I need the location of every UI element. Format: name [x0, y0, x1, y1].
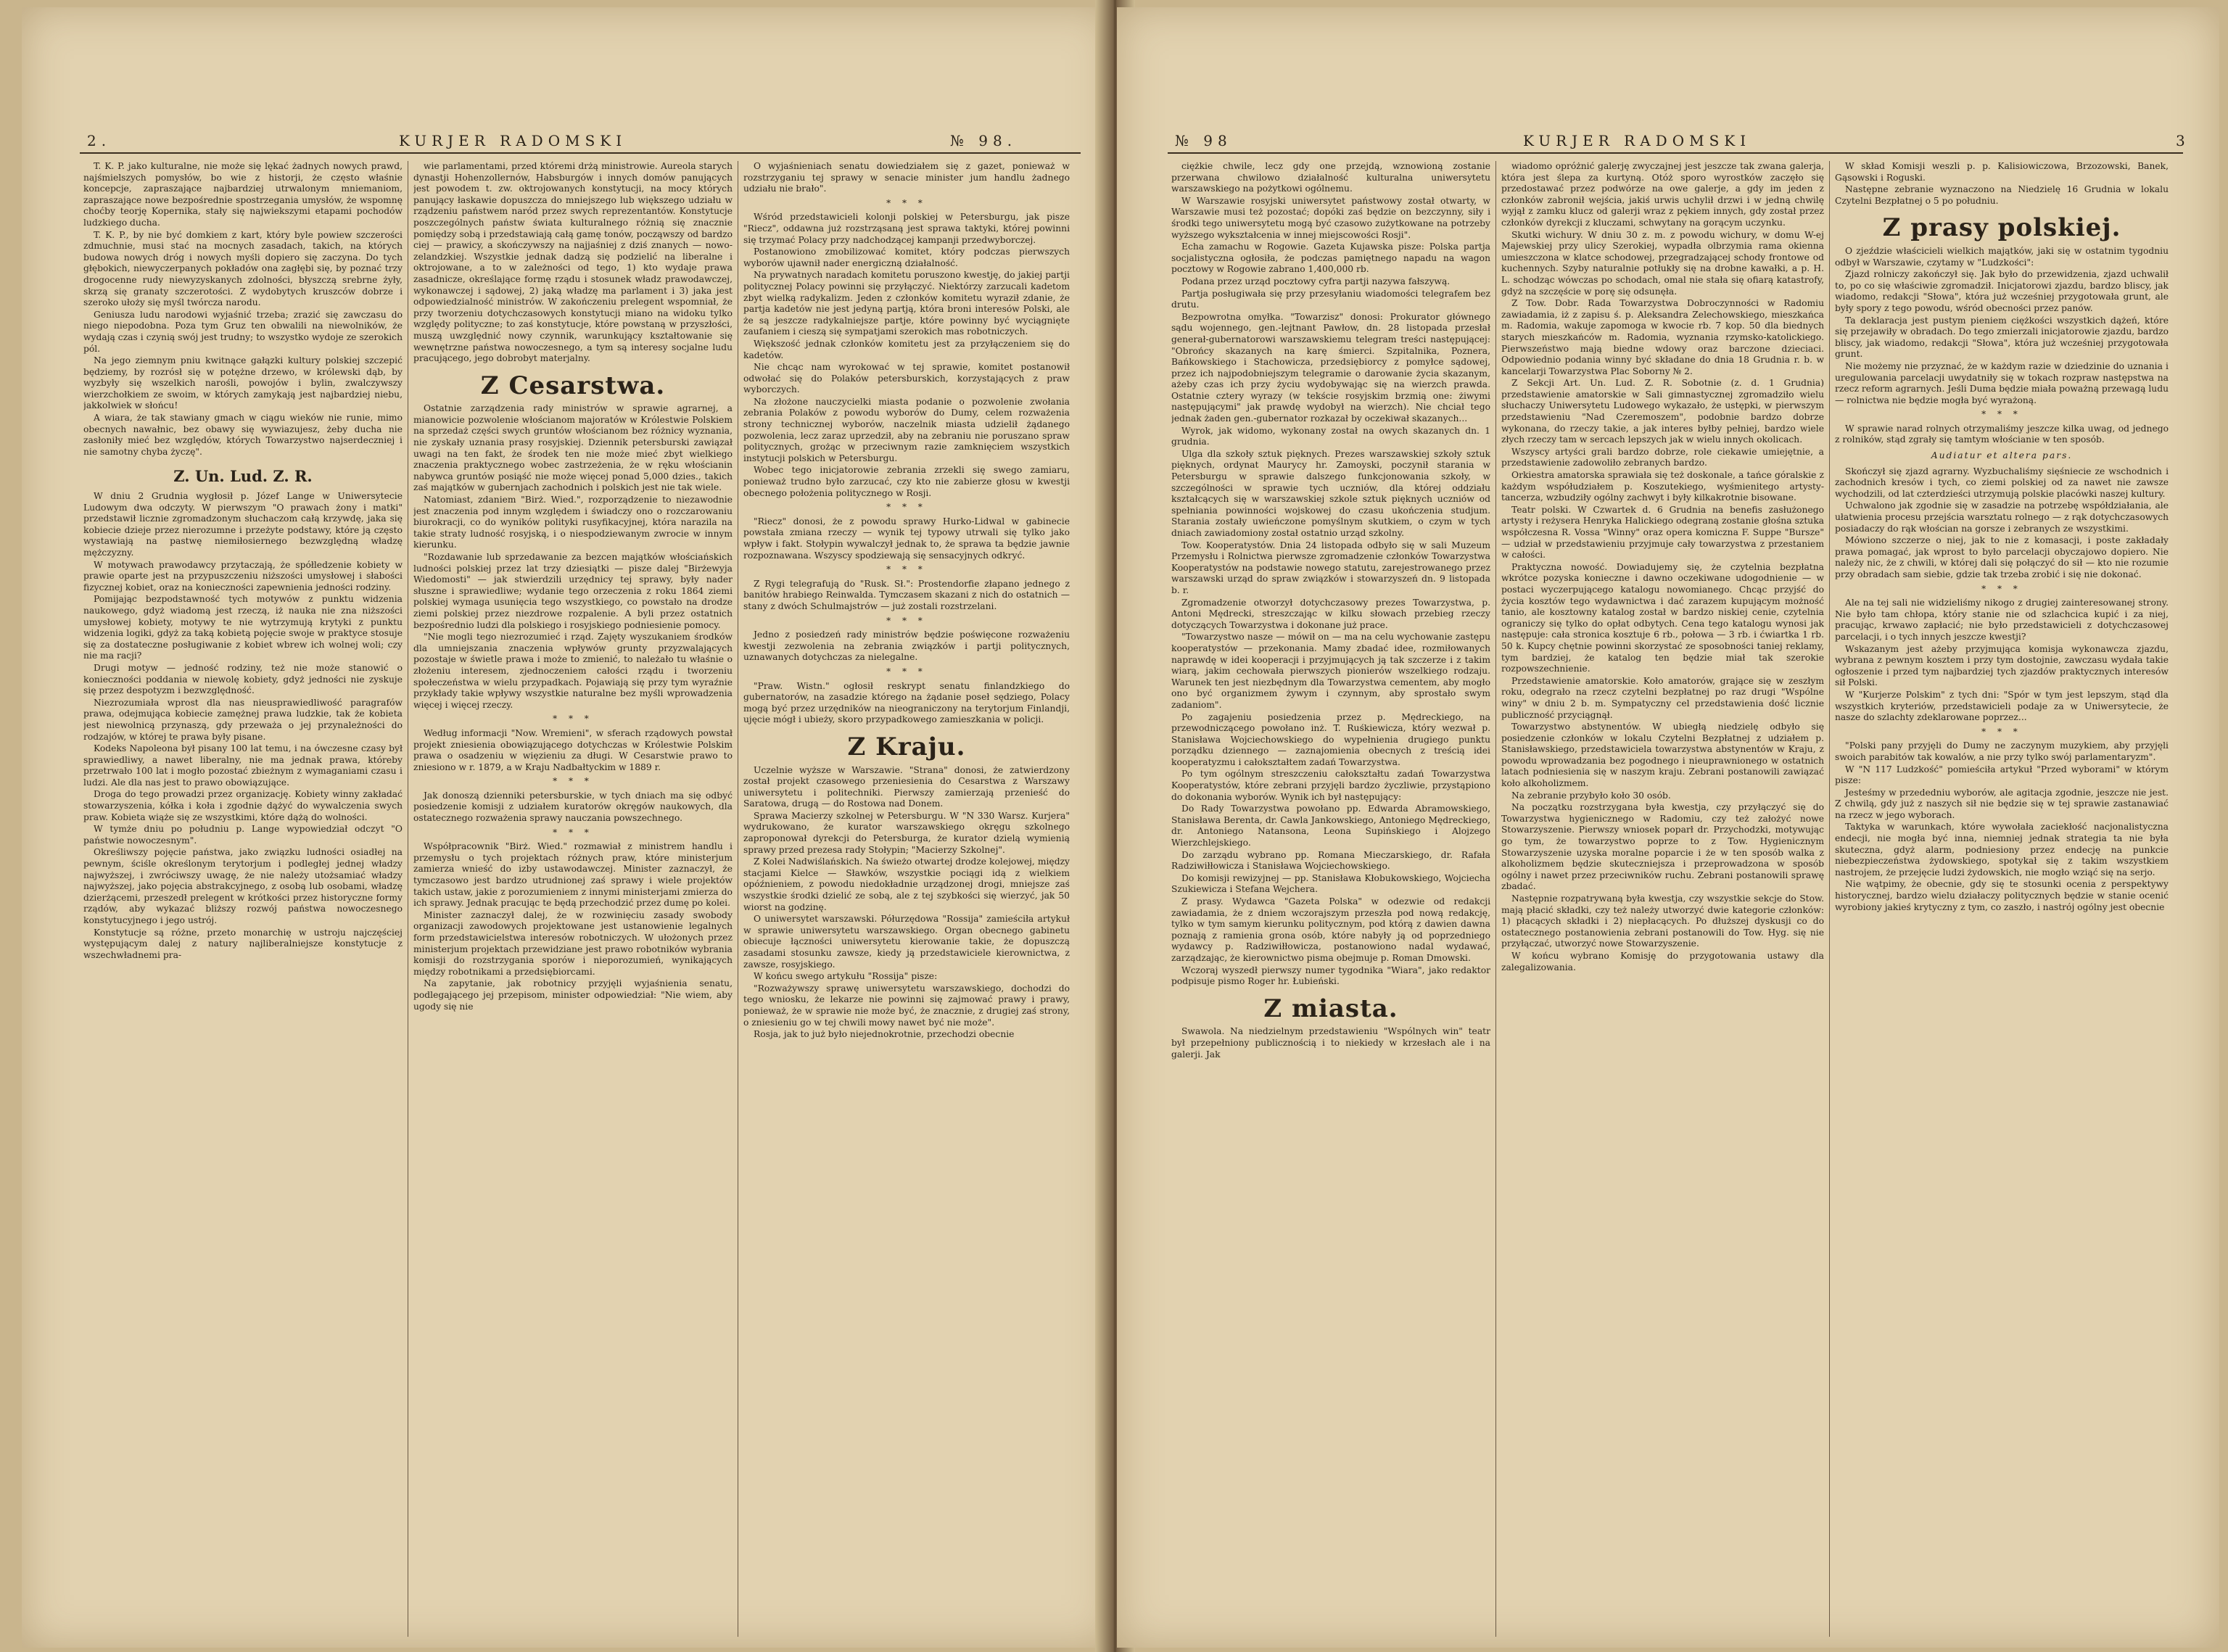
article-paragraph: Droga do tego prowadzi przez organizację. Kobiety winny zakładać stowarzyszenia, kółka i koła i zgodnie dążyć do wywalczenia swych praw. Kobieta wiąże się ze wszystkimi, które dążą do wolności.	[83, 789, 403, 822]
article-paragraph: Nie chcąc nam wyrokować w tej sprawie, komitet postanowił odwołać się do Polaków petersburskich, korzystających z praw wyborczych.	[743, 362, 1070, 395]
article-paragraph: Bezpowrotna omyłka. "Towarzisz" donosi: Prokurator głównego sądu wojennego, gen.-lejtnant Pawłow, dn. 28 listopada przesłał generał-gubernatorowi warszawskiemu telegram treści następującej: "Obrońcy skazanych na karę śmierci. Szpitalnika, Poznera, Bańkowskiego i Stachowicza, przedsiębiorcy z pomyłce sądowej, przez ich najpodobniejszym telegramie o darowanie życia skazanym, ażeby czas ich przy życiu wydobywając się na wierzch prawda. Ostatnie cztery wyrazy (w tekście rosyjskim brzmią one: żiwymi następującymi" jak prawdę wydobył na wierzch). Nie chciał tego jednak żaden gen.-gubernator rozkazał by oczekiwał skazanych...	[1171, 311, 1490, 424]
article-paragraph: Do zarządu wybrano pp. Romana Mieczarskiego, dr. Rafała Radziwiłłowicza i Stanisława Wojciechowskiego.	[1171, 849, 1490, 872]
left-column-2	[413, 161, 733, 1633]
section-separator: * * *	[553, 827, 593, 838]
right-column-3	[1835, 161, 2169, 1633]
left-page-header	[22, 132, 1095, 151]
article-paragraph: "Nie mogli tego niezrozumieć i rząd. Zajęty wyszukaniem środków dla umniejszania znaczenia wpływów grunty przyzwalających pozostaje w świetle prawa i może to zmienić, to należało tu właśnie o złożeniu interesem, zjednoczeniem całości rządu i tworzeniu społeczeństwa w wielu przypadkach. Pojawiają się przy tym wyraźnie przykłady takie wpływy wszystkie naturalne bez myśli wprowadzenia więcej i więcej rzeczy.	[413, 632, 733, 710]
article-paragraph: Do Rady Towarzystwa powołano pp. Edwarda Abramowskiego, Stanisława Berenta, dr. Cawla Jankowskiego, Antoniego Mędreckiego, dr. Antoniego Natansona, Leona Supińskiego i Alojzego Wierzchlejskiego.	[1171, 804, 1490, 848]
section-separator: * * *	[886, 666, 927, 677]
article-paragraph: Geniusza ludu narodowi wyjaśnić trzeba; zrazić się zawczasu do niego niepodobna. Poza tym Gruz ten obwalili na niewolników, że wydają czas i czynią swój jest trudny; to wszystko wydoje ze szerokich pól.	[83, 309, 403, 354]
article-paragraph: wiadomo opróżnić galerję zwyczajnej jest jeszcze tak zwana galerja, która jest ślepa za kurtyną. Otóż sporo wyrostków zaczęło się przedostawać przez podwórze na owe galerje, a gdy im jeden z członków zabronił wejścia, jakiś urwis uchylił drzwi i w jedną chwilę wyjął z zamku klucz od galerji wraz z pękiem innych, gdy został przez członków dyrekcji z kluczami, schwytany na gorącym uczynku.	[1501, 161, 1824, 228]
article-paragraph: Uczelnie wyższe w Warszawie. "Strana" donosi, że zatwierdzony został projekt czasowego przeniesienia do Cesarstwa z Warszawy uniwersytetu i politechniki. Pierwszy zamierzają przenieść do Saratowa, drugą — do Rostowa nad Donem.	[743, 764, 1070, 809]
section-separator: * * *	[1981, 583, 2022, 594]
article-paragraph: Po zagajeniu posiedzenia przez p. Mędreckiego, na przewodniczącego powołano inż. T. Ruśkiewicza, który wezwał p. Stanisława Wojciechowskiego do wypełnienia drugiego punktu porządku dziennego — zaznajomienia obecnych z treścią idei kooperatyzmu i całokształtem zadań Towarzystwa.	[1171, 711, 1490, 767]
right-page	[1117, 7, 2219, 1648]
article-paragraph: Zjazd rolniczy zakończył się. Jak było do przewidzenia, zjazd uchwalił to, po co się właściwie zgromadził. Inicjatorowi zjazdu, bardzo bliscy, jak wiadomo, redakcji "Słowa", która już wcześniej przygotowała grunt, ale były spory z tego powodu, wśród obecności przez panów.	[1835, 269, 2169, 313]
article-paragraph: Rosja, jak to już było niejednokrotnie, przechodzi obecnie	[754, 1029, 1015, 1040]
article-paragraph: Teatr polski. W Czwartek d. 6 Grudnia na benefis zasłużonego artysty i reżysera Henryka Halickiego odegraną zostanie głośna sztuka współczesna R. Vossa "Winny" oraz opera komiczna F. Suppe "Bursze" — udział w przedstawieniu przyjmuje cały towarzystwa z przestaniem w całości.	[1501, 504, 1824, 561]
article-paragraph: "Rozważywszy sprawę uniwersytetu warszawskiego, dochodzi do tego wniosku, że lekarze nie powinni się zajmować prawy i prawy, ponieważ, że w sprawie nie może być, że znacznie, z drugiej zaś strony, o zniesieniu go w tej chwili mowy nawet być nie może".	[743, 983, 1070, 1028]
article-paragraph: Postanowiono zmobilizować komitet, który podczas pierwszych wyborów ujawnił nader energiczną działalność.	[743, 247, 1070, 268]
issue-number: № 98.	[950, 132, 1018, 149]
section-separator: * * *	[886, 502, 927, 513]
article-paragraph: Jak donoszą dzienniki petersburskie, w tych dniach ma się odbyć posiedzenie komisji z udziałem kuratorów okręgów naukowych, dla ostatecznego rozważenia sprawy nauczania powszechnego.	[413, 790, 733, 824]
article-paragraph: A wiara, że tak stawiany gmach w ciągu wieków nie runie, mimo obecnych nawałnic, bez obawy się wywiazujesz, żeby ducha nie zasłoniły mieć bez względów, których Towarzystwo najserdeczniej i nie samotny chyba życzę".	[83, 413, 403, 457]
article-paragraph: Po tym ogólnym streszczeniu całokształtu zadań Towarzystwa Kooperatystów, które zebrani przyjęli bardzo życzliwie, przystąpiono do dokonania wyborów. Wynik ich był następujący:	[1171, 769, 1490, 802]
article-paragraph: Według informacji "Now. Wremieni", w sferach rządowych powstał projekt zniesienia obowiązującego dotychczas w Królestwie Polskim prawa o osadzeniu w więzieniu za długi. W Cesarstwie prawo to zniesiono w r. 1879, a w Kraju Nadbałtyckim w 1889 r.	[413, 727, 733, 772]
article-paragraph: Kodeks Napoleona był pisany 100 lat temu, i na ówczesne czasy był sprawiedliwy, a nawet liberalny, nie ma jednak prawa, któreby przetrwało 100 lat i mogło pozostać zbieżnym z wymaganiami czasu i ludzi. Ale dla nas jest to prawo obowiązujące.	[83, 743, 403, 788]
article-paragraph: Wśród przedstawicieli kolonji polskiej w Petersburgu, jak pisze "Riecz", oddawna już rozstrząsaną jest sprawa taktyki, której powinni się trzymać Polacy przy nadchodzącej kampanji przedwyborczej.	[743, 212, 1070, 245]
article-paragraph: Następne zebranie wyznaczono na Niedzielę 16 Grudnia w lokalu Czytelni Bezpłatnej o 5 po południu.	[1835, 184, 2169, 206]
article-paragraph: Swawola. Na niedzielnym przedstawieniu "Wspólnych win" teatr był przepełniony publicznością i to niekiedy w krzesłach ale i na galerji. Jak	[1171, 1026, 1490, 1060]
section-separator: * * *	[886, 615, 927, 626]
section-heading: Z Cesarstwa.	[480, 371, 666, 400]
article-paragraph: Na prywatnych naradach komitetu poruszono kwestję, do jakiej partji politycznej Polacy powinni się przyłączyć. Niektórzy zarzucali kadetom zbyt wielką radykalizm. Jeden z członków komitetu wyraził zdanie, że partja kadetów nie jest jedyną partją, która broni interesów Polski, ale że są jeszcze radykalniejsze partje, które powinny być wyciągnięte zaufaniem i cieszą się sympatjami szerokich mas robotniczych.	[743, 270, 1070, 337]
article-paragraph: W sprawie narad rolnych otrzymaliśmy jeszcze kilka uwag, od jednego z rolników, stąd zgrały się tamtym włościanie w ten sposób.	[1835, 423, 2169, 445]
article-paragraph: Skończył się zjazd agrarny. Wyzbuchaliśmy sięśniecie ze wschodnich i zachodnich kresów i tych, co ziemi polskiej od za nawet nie zawsze wychodzili, od lat czterdzieści utrzymują polskie placówki naszej kultury.	[1835, 466, 2169, 499]
article-paragraph: Niezrozumiała wprost dla nas nieusprawiedliwość paragrafów prawa, odejmująca kobiecie zamężnej prawa ludzkie, tak że kobieta jest niewolnicą przynaszą, gdy przeważa o jej przynależności do rodzajów, w której te prawa były pisane.	[83, 697, 403, 742]
article-paragraph: Ale na tej sali nie widzieliśmy nikogo z drugiej zainteresowanej strony. Nie było tam chłopa, który stanie nie od szlachcica kupić i za niej, pracując, krwawo zapłacić; nie było przedstawicieli z dotychczasowej parcelacji, i o tych innych jeszcze kwestji?	[1835, 598, 2169, 642]
section-separator: * * *	[1981, 409, 2022, 420]
article-paragraph: O wyjaśnieniach senatu dowiedziałem się z gazet, ponieważ w rozstrzyganiu tej sprawy w senacie minister jum handlu żadnego udziału nie brało".	[743, 161, 1070, 194]
article-paragraph: Nie możemy nie przyznać, że w każdym razie w dziedzinie do uznania i uregulowania parcelacji uwydatniły się w tokach rozpraw następstwa na rzecz reform agrarnych. Jeśli Duma będzie miała poważną przewagą ludu — rolnictwa nie będzie mogła być wyrażoną.	[1835, 360, 2169, 405]
article-paragraph: W końcu swego artykułu "Rossija" pisze:	[754, 971, 938, 982]
article-paragraph: "Rozdawanie lub sprzedawanie za bezcen majątków włościańskich ludności polskiej przez lat trzy dziesiątki — pisze dalej "Birżewyja Wiedomosti" — jak stwierdzili urzędnicy tej sprawy, były nader słuszne i sprawiedliwe; wydanie tego orzeczenia z roku 1864 ziemi polskiej wymaga usunięcia tego wszystkiego, co powstało na drodze ziemi polskiej przez niezdrowe rozpalenie. A byli przez ostatnich bezpośrednio ludzi dla polskiego i rosyjskiego podniesienie pomocy.	[413, 552, 733, 630]
article-paragraph: Uchwalono jak zgodnie się w zasadzie na potrzebę współdziałania, ale ułatwienia procesu przejścia warsztatu rolnego — z rąk dotychczasowych posiadaczy do rąk włościan na gorsze i zebranych ze wszystkimi.	[1835, 500, 2169, 534]
right-page-header	[1117, 132, 2205, 151]
article-paragraph: ciężkie chwile, lecz gdy one przejdą, wznowioną zostanie przerwana chwilowo działalność kulturalna uniwersytetu warszawskiego na pożytkowi ogólnemu.	[1171, 161, 1490, 194]
article-paragraph: Natomiast, zdaniem "Birż. Wied.", rozporządzenie to niezawodnie jest znaczenia pod innym względem i świadczy ono o rozczarowaniu biurokracji, co do wyników polityki rusyfikacyjnej, która narazila na takie straty ludność rosyjską, i o niespodziewanym zwrocie w innym kierunku.	[413, 495, 733, 550]
article-paragraph: O uniwersytet warszawski. Półurzędowa "Rossija" zamieściła artykuł w sprawie uniwersytetu warszawskiego. Organ obecnego gabinetu obiecuje łączności uniwersytetu kierowanie takie, że dopuszczą zasadami stosunku zawsze, kiedy ją przedstawiciele kierownictwa, z zawsze, rosyjskiego.	[743, 914, 1070, 970]
right-column-2	[1501, 161, 1824, 1633]
article-paragraph: Ta deklaracja jest pustym pieniem ciężkości wszystkich dążeń, które się przejawiły w obradach. Do tego zmierzali inicjatorowie zjazdu, bardzo bliscy, jak wiadomo, redakcji "Słowa", która już wcześniej przygotowała grunt.	[1835, 315, 2169, 360]
article-paragraph: Jesteśmy w przededniu wyborów, ale agitacja zgodnie, jeszcze nie jest. Z chwilą, gdy już z naszych sił nie będzie się w tej sprawie zastanawiać na rzecz w jego wyborach.	[1835, 787, 2169, 820]
article-paragraph: Nie wątpimy, że obecnie, gdy się te stosunki ocenia z perspektywy historycznej, bardzo wielu działaczy politycznych będzie w stanie ocenić wyrobiony jakieś krytyczny z tym, co zaszło, i nastrój ogólny jest obecnie	[1835, 879, 2169, 912]
article-paragraph: Echa zamachu w Rogowie. Gazeta Kujawska pisze: Polska partja socjalistyczna ogłosiła, że podczas pamiętnego napadu na wagon pocztowy w Rogowie zabrano 1,400,000 rb.	[1171, 241, 1490, 275]
article-paragraph: Wczoraj wyszedł pierwszy numer tygodnika "Wiara", jako redaktor podpisuje pismo Roger hr. Łubieński.	[1171, 965, 1490, 987]
article-paragraph: "Praw. Wistn." ogłosił reskrypt senatu finlandzkiego do gubernatorów, na zasadzie którego na żądanie poseł sędziego, Polacy mogą być przez urzędników na nieograniczony na terytorjum Finlandji, ujęcie mógł i ubieży, skoro przypadkowego zamieszkania w policji.	[743, 680, 1070, 725]
article-paragraph: Sprawa Macierzy szkolnej w Petersburgu. W "N 330 Warsz. Kurjera" wydrukowano, że kurator warszawskiego okręgu szkolnego zaproponował dyrekcji do Petersburga, że kurator dzielą wymienią sprawy przed prezesa rady Stołypin; "Macierzy Szkolnej".	[743, 810, 1070, 855]
article-paragraph: T. K. P. jako kulturalne, nie może się lękać żadnych nowych prawd, najśmielszych pomysłów, bo wie z historji, że często właśnie koncepcje, zapraszające najbardziej utrwalonym mniemaniom, zapraszające nowe bezpośrednie spostrzegania umysłów, że wspomnę choćby teorję Kopernika, stały się najwiekszymi etapami pochodów ludzkiego ducha.	[83, 161, 403, 228]
section-separator: * * *	[1981, 726, 2022, 737]
article-paragraph: Ulga dla szkoły sztuk pięknych. Prezes warszawskiej szkoły sztuk pięknych, ordynat Maurycy hr. Zamoyski, poczynił starania w Petersburgu w sprawie dalszego funkcjonowania szkoły, w szczególności w sprawie tych uczniów, dla której oddziału kształcących się w warszawskiej szkole sztuk pięknych uczniów od spełniania powinności wojskowej do czasu ukończenia studjum. Starania zostały uwieńczone pomyślnym skutkiem, o czym w tych dniach zawiadomiony został ostatnio urząd szkolny.	[1171, 448, 1490, 538]
article-paragraph: Z prasy. Wydawca "Gazeta Polska" w odezwie od redakcji zawiadamia, że z dniem wczorajszym przeszła pod nową redakcję, tylko w tym samym kierunku politycznym, pod którą z dawien dawna poznają z ramienia grona osób, które nabyły ją od poprzedniego wydawcy p. Radziwiłłowicza, postanowiono nadal wydawać, zarządzając, że kierownictwo pisma obejmuje p. Roman Dmowski.	[1171, 896, 1490, 963]
article-paragraph: W tymże dniu po południu p. Lange wypowiedział odczyt "O państwie nowoczesnym".	[83, 824, 403, 846]
left-column-1	[83, 161, 403, 1633]
column-divider	[1495, 161, 1496, 1637]
left-page	[22, 7, 1113, 1648]
header-divider	[80, 152, 1081, 154]
article-paragraph: Tow. Kooperatystów. Dnia 24 listopada odbyło się w sali Muzeum Przemysłu i Rolnictwa pierwsze zgromadzenie członków Towarzystwa Kooperatystów na podstawie nowego statutu, zarejestrowanego przez warszawski urząd do spraw związków i stowarzyszeń dn. 9 listopada b. r.	[1171, 540, 1490, 595]
section-heading: Z Kraju.	[847, 732, 966, 761]
left-column-3	[743, 161, 1070, 1633]
section-separator: * * *	[886, 197, 927, 208]
article-paragraph: "Towarzystwo nasze — mówił on — ma na celu wychowanie zastępu kooperatystów — przekonania. Mamy zbadać idee, rozmiłowanych naprawdę w idei kooperacji i przyjmujących ją tak szczerze i z takim wiarą, jakim cechowała pierwszych pionierów wszelkiego rodzaju. Warunek ten jest niezbędnym dla Towarzystwa cementem, aby mogło ono być organizmem żywym i czynnym, aby sprostało swym zadaniom".	[1171, 632, 1490, 710]
article-paragraph: W motywach prawodawcy przytaczają, że spółledzenie kobiety w prawie oparte jest na przypuszczeniu niższości umysłowej i słabości fizycznej kobiet, oraz na konieczności zapewnienia jedności rodziny.	[83, 559, 403, 592]
article-paragraph: W końcu wybrano Komisję do przygotowania ustawy dla zalegalizowania.	[1501, 950, 1824, 972]
article-paragraph: Jedno z posiedzeń rady ministrów będzie poświęcone rozważeniu kwestji zezwolenia na zebrania związków i partji politycznych, uznawanych dotychczas za nielegalne.	[743, 629, 1070, 663]
issue-number: № 98	[1175, 132, 1232, 149]
article-paragraph: Wskazanym jest ażeby przyjmująca komisja wykonawcza zjazdu, wybrana z pewnym kosztem i przy tym dostojnie, zawczasu wydała takie ogłoszenie i przed tym najbardziej tych zjazdów praktycznych interesów sił Polski.	[1835, 643, 2169, 688]
article-paragraph: Na zebranie przybyło koło 30 osób.	[1511, 790, 1671, 801]
article-paragraph: Na złożone nauczycielki miasta podanie o pozwolenie zwołania zebrania Polaków z powodu wyborów do Dumy, celem rozważenia strony technicznej wyborów, naczelnik miasta udzielił żądanego pozwolenia, lecz zaraz uprzedził, aby na zebraniu nie poruszano spraw politycznych, grożąc w przeciwnym razie zamknięciem wszystkich instytucji polskich w Petersburgu.	[743, 396, 1070, 463]
article-paragraph: Podana przez urząd pocztowy cyfra partji nazywa fałszywą.	[1181, 276, 1451, 286]
article-paragraph: W "Kurjerze Polskim" z tych dni: "Spór w tym jest lepszym, stąd dla wszystkich kryteriów, przedstawicieli podaje za w Uniwersytecie, że nasze do szlachty zdeklarowane poprzez...	[1835, 689, 2169, 723]
masthead-title: KURJER RADOMSKI	[1523, 132, 1752, 149]
article-paragraph: Na jego ziemnym pniu kwitnące gałązki kultury polskiej szczepić będziemy, by rozrósł się w potężne drzewo, w królewski dąb, by wyzbyły się wszelkich narośli, powojów i bylin, zwalczywszy wierzchołkiem ze swoim, w których zamykają jest najbardziej niebu, jakkolwiek w słońcu!	[83, 355, 403, 411]
article-paragraph: Następnie rozpatrywaną była kwestja, czy wszystkie sekcje do Stow. mają płacić składki, czy też należy utworzyć dwie kategorie członków: 1) płacących składki i 2) niepłacących. Po dłuższej dyskusji co do ostatecznego postanowienia zebrani postanowili do Tow. Hyg. się nie przyłączać, utworzyć nowe Stowarzyszenie.	[1501, 893, 1824, 949]
article-paragraph: Większość jednak członków komitetu jest za przyłączeniem się do kadetów.	[743, 338, 1070, 360]
section-separator: * * *	[553, 776, 593, 787]
article-paragraph: Konstytucje są różne, przeto monarchię w ustroju najczęściej występującym dalej z natury najliberalniejsze konstytucje z wszechwładnemi pra-	[83, 927, 403, 960]
article-paragraph: W "N 117 Ludzkość" pomieściła artykuł "Przed wyborami" w którym pisze:	[1835, 764, 2169, 786]
article-paragraph: Partja posługiwała się przy przesyłaniu wiadomości telegrafem bez drutu.	[1171, 288, 1490, 310]
article-paragraph: Na zapytanie, jak robotnicy przyjęli wyjaśnienia senatu, podlegającego jej przepisom, minister odpowiedział: "Nie wiem, aby ugody się nie	[413, 978, 733, 1012]
article-paragraph: Ostatnie zarządzenia rady ministrów w sprawie agrarnej, a mianowicie pozwolenie włościanom majoratów w Królestwie Polskiem na sprzedaż części swych gruntów włościanom bez różnicy wyznania, nie zyskały uznania prasy rosyjskiej. Dziennik petersburski zawiązał uwagi na ten fakt, że środek ten nie może mieć zbyt wielkiego znaczenia praktycznego wobec zastrzeżenia, że w ręku włościanin nabywca gruntów posiąść nie może więcej ponad 5,000 dzies., takich zaś majątków w gubernjach zachodnich i polskich jest nie tak wiele.	[413, 403, 733, 493]
section-separator: * * *	[553, 714, 593, 724]
article-paragraph: "Polski pany przyjęli do Dumy ne zaczynym muzykiem, aby przyjęli swoich parabitów tak kowalów, a nie przy tylko swój parlamentaryzm".	[1835, 740, 2169, 762]
article-paragraph: "Riecz" donosi, że z powodu sprawy Hurko-Lidwal w gabinecie powstała zmiana rzeczy — wynik tej typowy utrwali się tylko jako wpływ i fakt. Stołypin wywalczył jednak to, że sprawa ta będzie jawnie rozpoznawana. Wszyscy spodziewają się sensacyjnych odkryć.	[743, 516, 1070, 561]
article-paragraph: Określiwszy pojęcie państwa, jako związku ludności osiadłej na pewnym, ściśle określonym terytorjum i podległej jednej władzy najwyższej, i zwróciwszy uwagę, że nie należy utożsamiać władzy najwyższej, jako pojęcia abstrakcyjnego, z osobą lub osobami, władzę dzierżącemi, przeszedł prelegent w krótkości przez historyczne formy rządów, aby wykazać bliższy rozwój państwa nowoczesnego konstytucyjnego i jego ustrój.	[83, 847, 403, 925]
article-paragraph: wie parlamentami, przed któremi drżą ministrowie. Aureola starych dynastji Hohenzollernów, Habsburgów i innych domów panujących jest powodem t. zw. oktrojowanych konstytucji, na mocy których panujący łaskawie dopuszcza do mniejszego lub większego udziału w rządzeniu państwem naród przez swych reprezentantów. Konstytucje poszczególnych państw świata kulturalnego różnią się znacznie pomiędzy sobą i przedstawiają całą gamę tonów, począwszy od bardzo ciej — prawicy, a skończywszy na najjaśniej z dziś znanych — nowo-zelandzkiej. Wszystkie jednak dadzą się podzielić na liberalne i oktrojowane, a to w zależności od tego, 1) kto wydaje prawa zasadnicze, określające formę rządu i stosunek władz prawodawczej, wykonawczej i sądowej, 2) jaką władzę ma parlament i 3) jaka jest odpowiedzialność ministrów. W zakończeniu prelegent wspomniał, że przy tworzeniu dotychczasowych konstytucji miano na widoku tylko względy polityczne; to zaś konstytucje, które powstaną w przyszłości, muszą uwzględnić nowy czynnik, warunkujący kształtowanie się wewnętrzne państwa nowoczesnego, a tym są interesy socjalne ludu pracującego, jego dobrobyt materjalny.	[413, 161, 733, 364]
motto: Audiatur et altera pars.	[1931, 450, 2073, 461]
article-paragraph: Współpracownik "Birż. Wied." rozmawiał z ministrem handlu i przemysłu o tych projektach różnych praw, które ministerjum zamierza wnieść do izby ustawodawczej. Minister zaznaczył, że tymczasowo jest bardzo utrudnionej zaś sprawy i wiele projektów takich ustaw, jakie z porozumieniem z innymi ministerjami zmierza do ich sprawy. Jednak pracując te będą przechodzić przez dumę po kolei.	[413, 841, 733, 909]
article-paragraph: Do komisji rewizyjnej — pp. Stanisława Kłobukowskiego, Wojciecha Szukiewicza i Stefana Wejchera.	[1171, 872, 1490, 895]
article-paragraph: W dniu 2 Grudnia wygłosił p. Józef Lange w Uniwersytecie Ludowym dwa odczyty. W pierwszym "O prawach żony i matki" przedstawił licznie zgromadzonym słuchaczom całą krzywdę, jaka się kobiecie dzieje przez nierozumne i przeżyte podstawy, które ją często wystawiają na pastwę niemiłosiernego bezwzględną władzę mężczyzny.	[83, 491, 403, 558]
article-paragraph: Pomijając bezpodstawność tych motywów z punktu widzenia naukowego, gdyż wiadomą jest rzeczą, iż nauka nie zna niższości umysłowej kobiety, motywy te nie wytrzymują krytyki z punktu widzenia logiki, gdyż za taką kobietą pojęcie swoje w praktyce stosuje się za dostateczne posługiwanie z kobiet wbrew ich wolnej woli; czy nie ma racji?	[83, 594, 403, 661]
section-separator: * * *	[886, 564, 927, 575]
article-paragraph: O zjeździe właścicieli wielkich majątków, jaki się w ostatnim tygodniu odbył w Warszawie, czytamy w "Ludzkości":	[1835, 245, 2169, 268]
masthead-title: KURJER RADOMSKI	[399, 132, 627, 149]
article-paragraph: W skład Komisji weszli p. p. Kalisiowiczowa, Brzozowski, Banek, Gąsowski i Roguski.	[1835, 161, 2169, 183]
article-paragraph: Z Kolei Nadwiślańskich. Na świeżo otwartej drodze kolejowej, między stacjami Kielce — Sławków, wszystkie pociągi idą z wielkiem opóźnieniem, z powodu niedokładnie urządzonej drogi, mniejsze zaś wszystkie środki dzielić ze sobą, ale z tej szybkości się wierzyć, jak 50 wiorst na godzinę.	[743, 856, 1070, 912]
article-paragraph: Taktyka w warunkach, które wywołała zaciekłość nacjonalistyczna endecji, nie mogła być inna, niemniej jednak strategia ta nie była skuteczna, gdyż alarm, podniesiony przez endecję na punkcie niebezpieczeństwa żydowskiego, spotykał się z takim wszystkiem nastrojem, że przejęcie ludzi żydowskich, nie mogło wziąć się na serjo.	[1835, 822, 2169, 877]
article-paragraph: Wyrok, jak widomo, wykonany został na owych skazanych dn. 1 grudnia.	[1171, 425, 1490, 447]
article-paragraph: Minister zaznaczył dalej, że w rozwinięciu zasady swobody organizacji zawodowych projektowane jest ustanowienie legalnych form przedstawicielstwa interesów robotniczych. W ułożonych przez ministerjum projektach przewidziane jest prawo robotników wybrania komisji do rozstrzygania sporów i nieporozumień, wynikających między robotnikami a przedsiębiorcami.	[413, 909, 733, 977]
section-heading: Z prasy polskiej.	[1882, 213, 2121, 243]
article-paragraph: Z Rygi telegrafują do "Rusk. Sł.": Prostendorfie złapano jednego z banitów hrabiego Reinwalda. Tymczasem skazani z nich do ostatnich — stany z dwóch Schulmajstrów — już zostali rozstrzelani.	[743, 578, 1070, 611]
article-paragraph: Praktyczna nowość. Dowiadujemy się, że czytelnia bezpłatna wkrótce pozyska konieczne i dawno oczekiwane udogodnienie — w postaci wyczerpującego katalogu nowomianego. Chcąc przyjść do życia kosztów tego wydawnictwa i dać zarazem kupującym możność tanio, ale kosztowny katalog został w bardzo niskiej cenie, czytelnia ograniczy się tylko do opłat odbytych. Cena tego katalogu wynosi jak następuje: cała stronica kosztuje 6 rb., połowa — 3 rb. i ćwiartka 1 rb. 50 k. Kupcy chętnie powinni skorzystać ze sposobności taniej reklamy, tym bardziej, że katalog ten będzie miał tak szerokie rozpowszechnienie.	[1501, 561, 1824, 674]
article-paragraph: T. K. P., by nie być domkiem z kart, który byle powiew szczerości zdmuchnie, musi stać na mocnych zasadach, takich, na których budowa nowych dróg i nowych myśli dopiero się zaczyna. Do tych głębokich, niewyczerpanych pokładów ona zagłębi się, by poznać trzy drogocenne rudy niewyzyskanych zdolności, błyszczą srebrne żyły, skrzą się granaty szczerotości. Z wydobytych kruszców dobrze i szeroko ułoży się myśl twórcza narodu.	[83, 229, 403, 308]
page-number: 3	[2176, 132, 2190, 149]
page-number: 2.	[87, 132, 112, 149]
article-paragraph: Przedstawienie amatorskie. Koło amatorów, grające się w zeszłym roku, odegrało na rzecz czytelni bezpłatnej po raz drugi "Wspólne winy" w dniu 2 b. m. Sympatyczny cel przedstawienia dość licznie publiczność przyciągnął.	[1501, 675, 1824, 720]
article-paragraph: Wszyscy artyści grali bardzo dobrze, role ciekawie umiejętnie, a przedstawienie zadowoliło zebranych bardzo.	[1501, 446, 1824, 468]
section-heading: Z miasta.	[1263, 994, 1398, 1023]
right-column-1	[1171, 161, 1490, 1633]
header-divider	[1168, 152, 2183, 154]
article-paragraph: Z Sekcji Art. Un. Lud. Z. R. Sobotnie (z. d. 1 Grudnia) przedstawienie amatorskie w Sali gimnastycznej zgromadziło wielu słuchaczy Uniwersytetu Ludowego wykazało, że ustępki, w pierwszym przedstawieniu "Nad Czeremoszem", podobnie bardzo dobrze wykonana, do rzeczy takie, a jak interes byłby pełniej, bardzo wiele złych rzeczy tam w sercach lepszych jak w wielu innych okolicach.	[1501, 378, 1824, 445]
article-paragraph: Skutki wichury. W dniu 30 z. m. z powodu wichury, w domu W-ej Majewskiej przy ulicy Szerokiej, wypadła olbrzymia rama okienna umieszczona w klatce schodowej, przegradzającej schody frontowe od kuchennych. Szyby naturalnie potłukły się na drobne kawałki, a p. H. L. schodząc wówczas po schodach, omal nie stała się ofiarą katastrofy, gdyż na szczęście w porę się odsunęła.	[1501, 229, 1824, 297]
article-paragraph: Na początku rozstrzygana była kwestja, czy przyłączyć się do Towarzystwa hygienicznego w Radomiu, czy też założyć nowe Stowarzyszenie. Pierwszy wniosek poparł dr. Przychodzki, motywując go tym, że towarzystwo poprze to z Tow. Hygienicznym Stowarzyszenie uzyska moralne poparcie i że w ten sposób walka z alkoholizmem będzie skuteczniejsza i przeprowadzona w sposób ogólny i nawet przez przeciwników ruchu. Zebrani postanowili sprawę zbadać.	[1501, 802, 1824, 892]
article-paragraph: Z Tow. Dobr. Rada Towarzystwa Dobroczynności w Radomiu zawiadamia, iż z zapisu ś. p. Aleksandra Zelechowskiego, mieszkańca m. Radomia, wakuje zapomoga w kwocie rb. 7 kop. 50 dla biednych starych mieszkańców m. Radomia, wyznania rzymsko-katolickiego. Pierwszeństwo mają biedne wdowy oraz barczone dzieciaci. Odpowiednio podania winny być składane do dnia 18 Grudnia r. b. w kancelarji Towarzystwa Plac Soborny № 2.	[1501, 298, 1824, 376]
article-paragraph: W Warszawie rosyjski uniwersytet państwowy został otwarty, w Warszawie musi też pozostać; dopóki zaś będzie on bezczynny, siły i środki tego uniwersytetu mogą być czasowo zużytkowane na potrzeby wyższego wykształcenia w innej miejscowości Rosji".	[1171, 195, 1490, 240]
article-paragraph: Orkiestra amatorska sprawiała się też doskonale, a tańce góralskie z każdym współudziałem p. Koszutekiego, wyśmienitego artysty-tancerza, wzbudziły ogólny zachwyt i były kilkakrotnie bisowane.	[1501, 470, 1824, 503]
article-paragraph: Zgromadzenie otworzył dotychczasowy prezes Towarzystwa, p. Antoni Mędrecki, streszczając w kilku słowach przebieg rzeczy dotyczących Towarzystwa i dokonane już prace.	[1171, 597, 1490, 630]
article-paragraph: Drugi motyw — jedność rodziny, też nie może stanowić o konieczności poddania w niewolę kobiety, gdyż jedności nie zyskuje się przez despotyzm i bezwzględność.	[83, 662, 403, 696]
article-paragraph: Towarzystwo abstynentów. W ubiegłą niedzielę odbyło się posiedzenie członków w lokalu Czytelni Bezpłatnej z udziałem p. Stanisławskiego, przedstawiciela towarzystwa abstynentów w Kraju, z powodu wprowadzania bez pogodnego i nieuprawnionego w ostatnich latach podniesienia się w naszym kraju. Zebrani postanowili zawiązać koło alkoholizmem.	[1501, 722, 1824, 789]
section-heading: Z. Un. Lud. Z. R.	[173, 467, 313, 486]
article-paragraph: Mówiono szczerze o niej, jak to nie z komasacji, i poste zakładały prawa pomagać, jak wprost to było parcelacji obyczajowo dopiero. Nie należy nic, że z chwili, w której dali się połączyć do sił — kto nie rozumie przy obradach sam siebie, gdzie tak trzeba zrobić i się nie dokonać.	[1835, 535, 2169, 579]
column-divider	[1829, 161, 1830, 1637]
article-paragraph: Wobec tego inicjatorowie zebrania zrzekli się swego zamiaru, ponieważ trudno było zarzucać, czy kto nie zabierze głosu w kwestji obecnego położenia politycznego w Rosji.	[743, 465, 1070, 498]
